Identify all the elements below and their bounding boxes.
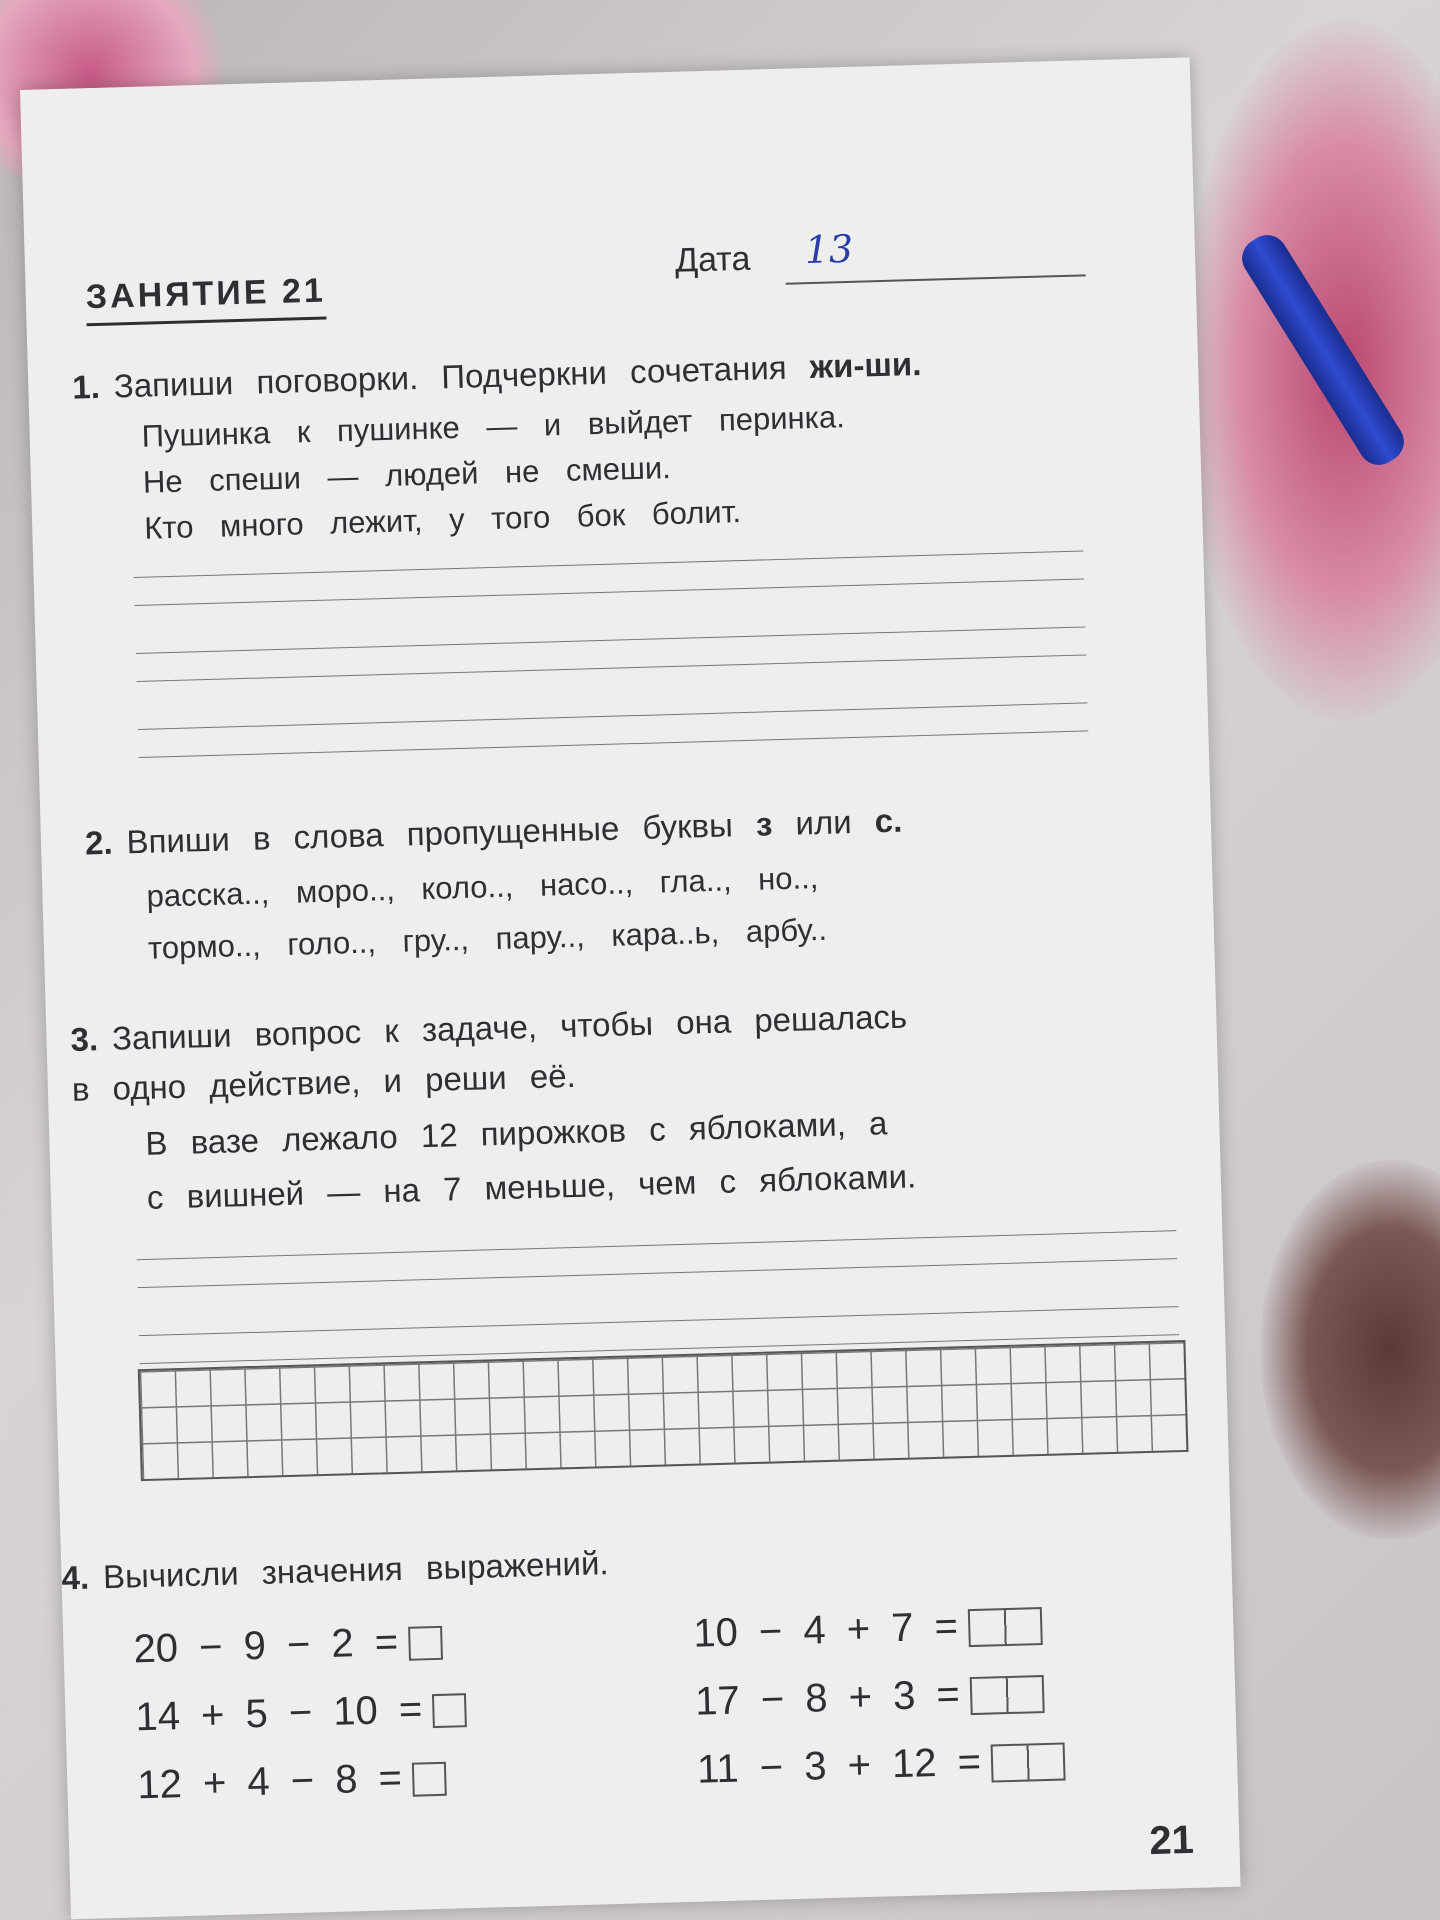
proverb-line: Пушинка к пушинке — и выйдет перинка.: [141, 399, 846, 454]
task-number: 3.: [70, 1020, 99, 1058]
task-4-instruction: 4. Вычисли значения выражений.: [61, 1544, 609, 1597]
solution-grid[interactable]: [138, 1340, 1189, 1481]
answer-line[interactable]: [137, 1258, 1177, 1288]
letter-option: з: [755, 805, 773, 843]
expression: 12 + 4 − 8 =: [137, 1755, 447, 1809]
answer-line[interactable]: [137, 1230, 1177, 1260]
date-label: Дата: [674, 239, 751, 280]
answer-box[interactable]: [432, 1694, 467, 1729]
expression: 17 − 8 + 3 =: [695, 1670, 1045, 1725]
proverb-line: Не спеши — людей не смеши.: [142, 449, 672, 500]
task-number: 1.: [71, 367, 101, 406]
problem-text: В вазе лежало 12 пирожков с яблоками, а: [144, 1104, 888, 1162]
task-1-instruction: 1. Запиши поговорки. Подчеркни сочетания жи-ши.: [71, 344, 922, 406]
background-cloth-pattern: [1260, 1160, 1440, 1540]
expression: 11 − 3 + 12 =: [697, 1737, 1066, 1792]
answer-line[interactable]: [138, 702, 1088, 730]
answer-line[interactable]: [137, 654, 1087, 682]
answer-line[interactable]: [136, 626, 1086, 654]
word-row: тормо.., голо.., гру.., пару.., кара..ь, арбу..: [147, 911, 828, 966]
task-number: 4.: [61, 1558, 90, 1597]
answer-line[interactable]: [134, 578, 1084, 606]
date-field[interactable]: [786, 274, 1086, 284]
answer-line[interactable]: [139, 730, 1089, 758]
task-2-instruction: 2. Впиши в слова пропущенные буквы з или с.: [84, 801, 903, 862]
lesson-title: ЗАНЯТИЕ 21: [85, 272, 326, 327]
expression: 10 − 4 + 7 =: [693, 1602, 1043, 1657]
problem-text: с вишней — на 7 меньше, чем с яблоками.: [146, 1157, 917, 1216]
answer-box[interactable]: [408, 1626, 443, 1661]
word-row: расска.., моро.., коло.., насо.., гла.., но..,: [146, 860, 819, 914]
task-number: 2.: [84, 823, 114, 862]
task-3-instruction-cont: в одно действие, и реши её.: [71, 1056, 577, 1108]
letter-option: с.: [874, 801, 903, 840]
answer-line[interactable]: [134, 550, 1084, 578]
highlight-text: жи-ши.: [809, 344, 922, 386]
date-handwritten: 13: [804, 226, 854, 273]
expression: 14 + 5 − 10 =: [135, 1686, 467, 1740]
answer-box[interactable]: [969, 1675, 1044, 1715]
expression: 20 − 9 − 2 =: [133, 1619, 443, 1673]
answer-box[interactable]: [990, 1743, 1065, 1783]
answer-box[interactable]: [967, 1608, 1042, 1648]
page-number: 21: [1148, 1817, 1195, 1864]
workbook-page: [20, 57, 1241, 1919]
answer-line[interactable]: [139, 1306, 1179, 1336]
proverb-line: Кто много лежит, у того бок болит.: [143, 494, 742, 546]
answer-box[interactable]: [412, 1762, 447, 1797]
task-3-instruction: 3. Запиши вопрос к задаче, чтобы она решалась: [70, 997, 908, 1058]
